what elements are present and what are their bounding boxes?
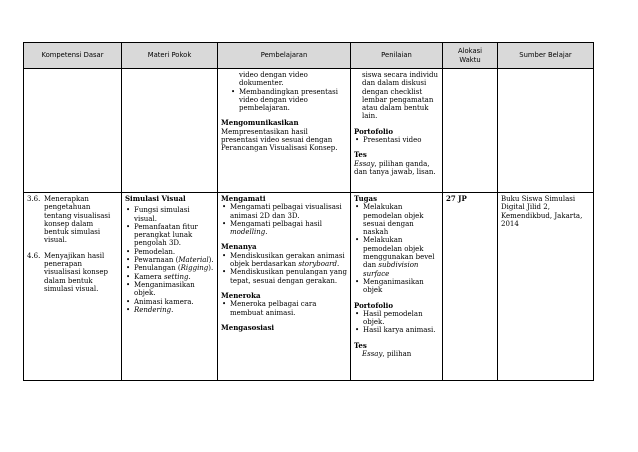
tes-rest: , pilihan xyxy=(382,350,412,359)
header-penilaian: Penilaian xyxy=(351,43,443,69)
list-item: • Membandingkan presentasi video dengan video pembelajaran. xyxy=(230,88,347,113)
list-item xyxy=(125,256,214,264)
alokasi-value: 27 JP xyxy=(446,194,467,203)
cell-kompetensi-dasar xyxy=(24,193,122,381)
list-item: • Menganimasikan objek. xyxy=(125,281,214,298)
heading-tugas: Tugas xyxy=(354,194,378,203)
list-item: • Fungsi simulasi visual. xyxy=(125,206,214,223)
list-item: • Menganimasikan objek xyxy=(354,278,439,295)
list-item xyxy=(354,236,439,277)
tes-text xyxy=(354,350,439,358)
heading-meneroka: Meneroka xyxy=(221,290,261,300)
text-post: . xyxy=(265,228,268,237)
cell-pembelajaran xyxy=(218,193,351,381)
text-pre: Melakukan pemodelan objek menggunakan bevel dan xyxy=(363,236,435,270)
cell-penilaian-cont xyxy=(351,69,443,193)
text-post: ). xyxy=(208,264,214,273)
text-italic: setting xyxy=(163,272,189,281)
header-sumber-belajar: Sumber Belajar xyxy=(498,43,594,69)
list-item: • Presentasi video xyxy=(354,136,439,144)
kd-text: Menerapkan pengetahuan tentang visualisasi konsep dalam bentuk simulasi visual. xyxy=(44,195,111,245)
cell-sumber-empty xyxy=(498,69,594,193)
text-post: ). xyxy=(208,256,214,265)
list-item: • Animasi kamera. xyxy=(125,298,214,306)
table-row-simulasi xyxy=(24,193,594,381)
list-item: • Hasil karya animasi. xyxy=(354,326,439,334)
list-item: • Pemodelan. xyxy=(125,248,214,256)
text-post: . xyxy=(188,272,191,281)
list-item: • Pemanfaatan fitur perangkat lunak pengolah 3D. xyxy=(125,223,214,248)
heading-menanya: Menanya xyxy=(221,242,257,252)
tes-essay: Essay xyxy=(354,159,375,168)
kd-number: 3.6. xyxy=(27,195,41,203)
text-italic: modelling xyxy=(230,228,266,237)
list-item xyxy=(125,264,214,272)
text-italic: Rendering xyxy=(134,305,172,314)
kd-number: 4.6. xyxy=(27,251,41,260)
heading-mengasosiasi: Mengasosiasi xyxy=(221,322,275,332)
syllabus-table xyxy=(23,42,594,381)
cell-materi-empty xyxy=(122,69,218,193)
materi-title: Simulasi Visual xyxy=(125,194,186,203)
kd-item xyxy=(27,195,118,245)
header-pembelajaran: Pembelajaran xyxy=(218,43,351,69)
heading-mengamati: Mengamati xyxy=(221,194,266,203)
text-italic: subdivision surface xyxy=(363,261,419,278)
list-item: • Mendiskusikan penulangan yang tepat, sesuai dengan gerakan. xyxy=(221,268,347,285)
text-pre: Penulangan ( xyxy=(134,264,181,273)
list-item xyxy=(125,273,214,281)
cell-penilaian xyxy=(351,193,443,381)
cell-kd-empty xyxy=(24,69,122,193)
list-item: • Meneroka pelbagai cara membuat animasi. xyxy=(221,300,347,317)
text-pre: Mengamati pelbagai hasil xyxy=(230,219,322,228)
text-post: . xyxy=(336,260,340,269)
header-alokasi-label: Alokasi Waktu xyxy=(457,47,483,64)
cell-alokasi-waktu xyxy=(443,193,498,381)
text-pre: Mendiskusikan gerakan animasi objek berdasarkan xyxy=(230,251,345,269)
heading-tes: Tes xyxy=(354,340,367,350)
list-item xyxy=(125,306,214,314)
heading-portofolio: Portofolio xyxy=(354,300,394,310)
cell-alokasi-empty xyxy=(443,69,498,193)
text-pre: Kamera xyxy=(134,272,164,281)
list-item: • Melakukan pemodelan objek sesuai dengan naskah xyxy=(354,203,439,236)
list-item xyxy=(221,220,347,237)
text-post: . xyxy=(171,305,174,314)
kd-text: Menyajikan hasil penerapan visualisasi konsep dalam bentuk simulasi visual. xyxy=(44,251,108,293)
text-italic: storyboard xyxy=(298,260,337,269)
cell-materi-pokok xyxy=(122,193,218,381)
header-materi-pokok: Materi Pokok xyxy=(122,43,218,69)
list-item: • Mengamati pelbagai visualisasi animasi 2D dan 3D. xyxy=(221,203,347,220)
list-item xyxy=(221,252,347,269)
text-italic: Rigging xyxy=(180,264,209,273)
pembelajaran-cont-text: video dengan video dokumenter. xyxy=(239,71,308,88)
cell-pembelajaran-cont xyxy=(218,69,351,193)
tes-essay: Essay xyxy=(362,350,383,359)
header-alokasi-waktu xyxy=(443,43,498,69)
materi-list xyxy=(125,206,214,314)
list-item: • Hasil pemodelan objek. xyxy=(354,310,439,327)
text-italic: Material xyxy=(178,256,209,265)
heading-mengomunikasikan: Mengomunikasikan xyxy=(221,118,299,128)
heading-tes: Tes xyxy=(354,150,367,160)
header-kompetensi-dasar: Kompetensi Dasar xyxy=(24,43,122,69)
kd-item xyxy=(27,252,118,293)
heading-portofolio: Portofolio xyxy=(354,126,394,136)
table-row-continuation xyxy=(24,69,594,193)
mengomunikasikan-text: Mempresentasikan hasil presentasi video sesuai dengan Perancangan Visualisasi Konsep. xyxy=(221,127,338,153)
tes-rest: , pilihan ganda, dan tanya jawab, lisan. xyxy=(354,159,436,176)
header-row xyxy=(24,43,594,69)
sumber-text: Buku Siswa Simulasi Digital Jilid 2, Kemendikbud, Jakarta, 2014 xyxy=(501,195,583,228)
text-pre: Pewarnaan ( xyxy=(134,256,179,265)
tes-text xyxy=(354,160,439,177)
penilaian-cont-text: siswa secara individu dan dalam diskusi dengan checklist lembar pengamatan atau dalam bentuk lain. xyxy=(362,71,439,121)
cell-sumber-belajar xyxy=(498,193,594,381)
